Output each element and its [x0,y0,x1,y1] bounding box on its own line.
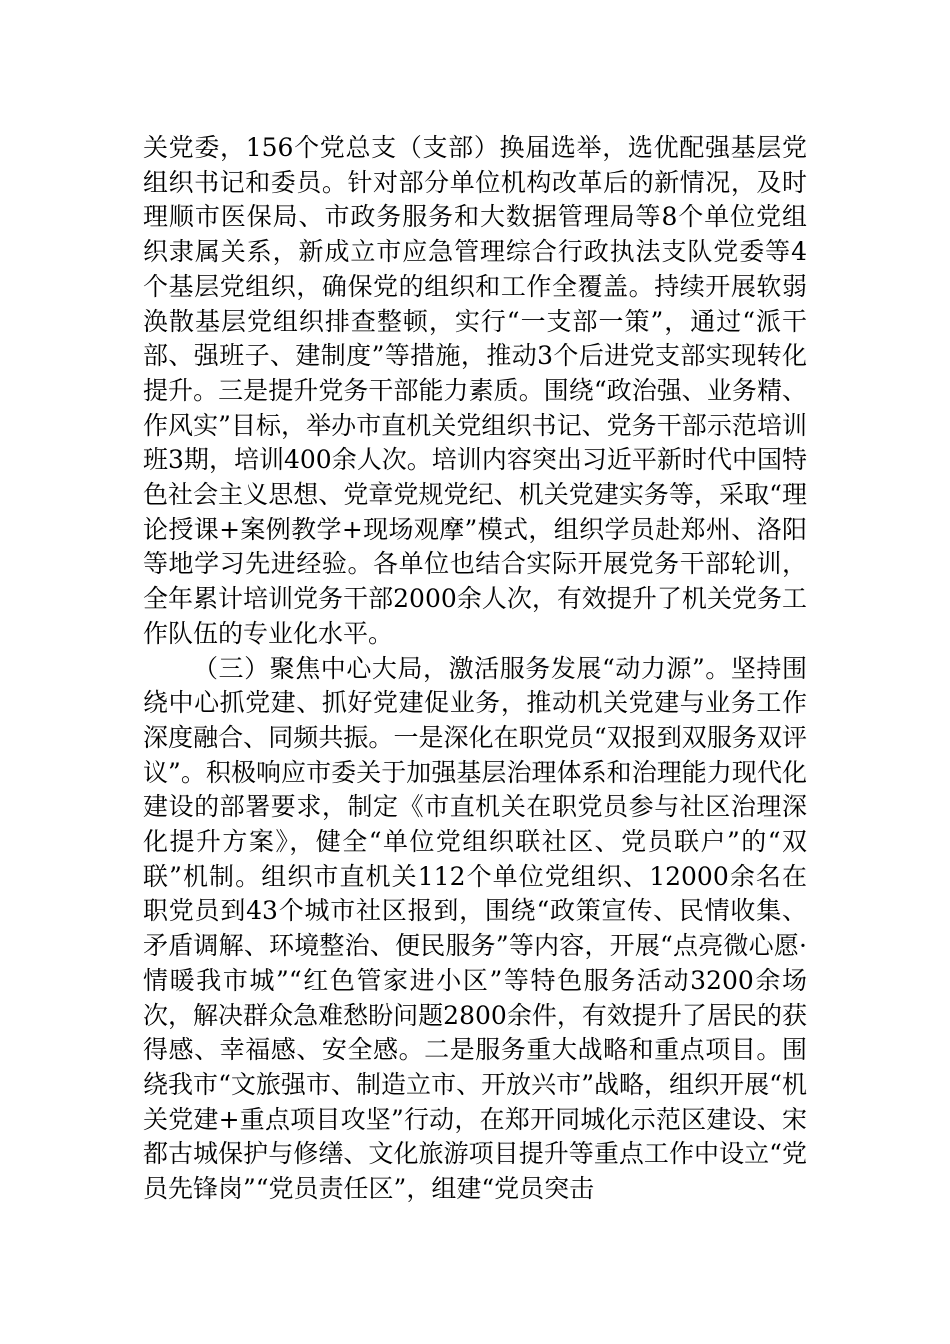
body-paragraph-2: （三）聚焦中心大局，激活服务发展“动力源”。坚持围绕中心抓党建、抓好党建促业务，推动机关党建与业务工作深度融合、同频共振。一是深化在职党员“双报到双服务双评议”。积极响应市委关于加强基层治理体系和治理能力现代化建设的部署要求，制定《市直机关在职党员参与社区治理深化提升方案》，健全“单位党组织联社区、党员联户”的“双联”机制。组织市直机关112个单位党组织、12000余名在职党员到43个城市社区报到，围绕“政策宣传、民情收集、矛盾调解、环境整治、便民服务”等内容，开展“点亮微心愿·情暖我市城”“红色管家进小区”等特色服务活动3200余场次，解决群众急难愁盼问题2800余件，有效提升了居民的获得感、幸福感、安全感。二是服务重大战略和重点项目。围绕我市“文旅强市、制造立市、开放兴市”战略，组织开展“机关党建+重点项目攻坚”行动，在郑开同城化示范区建设、宋都古城保护与修缮、文化旅游项目提升等重点工作中设立“党员先锋岗”“党员责任区”，组建“党员突击 [143,653,807,1204]
document-body [143,131,807,1207]
body-paragraph-1: 关党委，156个党总支（支部）换届选举，选优配强基层党组织书记和委员。针对部分单位机构改革后的新情况，及时理顺市医保局、市政务服务和大数据管理局等8个单位党组织隶属关系，新成立市应急管理综合行政执法支队党委等4个基层党组织，确保党的组织和工作全覆盖。持续开展软弱涣散基层党组织排查整顿，实行“一支部一策”，通过“派干部、强班子、建制度”等措施，推动3个后进党支部实现转化提升。三是提升党务干部能力素质。围绕“政治强、业务精、作风实”目标，举办市直机关党组织书记、党务干部示范培训班3期，培训400余人次。培训内容突出习近平新时代中国特色社会主义思想、党章党规党纪、机关党建实务等，采取“理论授课+案例教学+现场观摩”模式，组织学员赴郑州、洛阳等地学习先进经验。各单位也结合实际开展党务干部轮训，全年累计培训党务干部2000余人次，有效提升了机关党务工作队伍的专业化水平。 [143,133,807,648]
